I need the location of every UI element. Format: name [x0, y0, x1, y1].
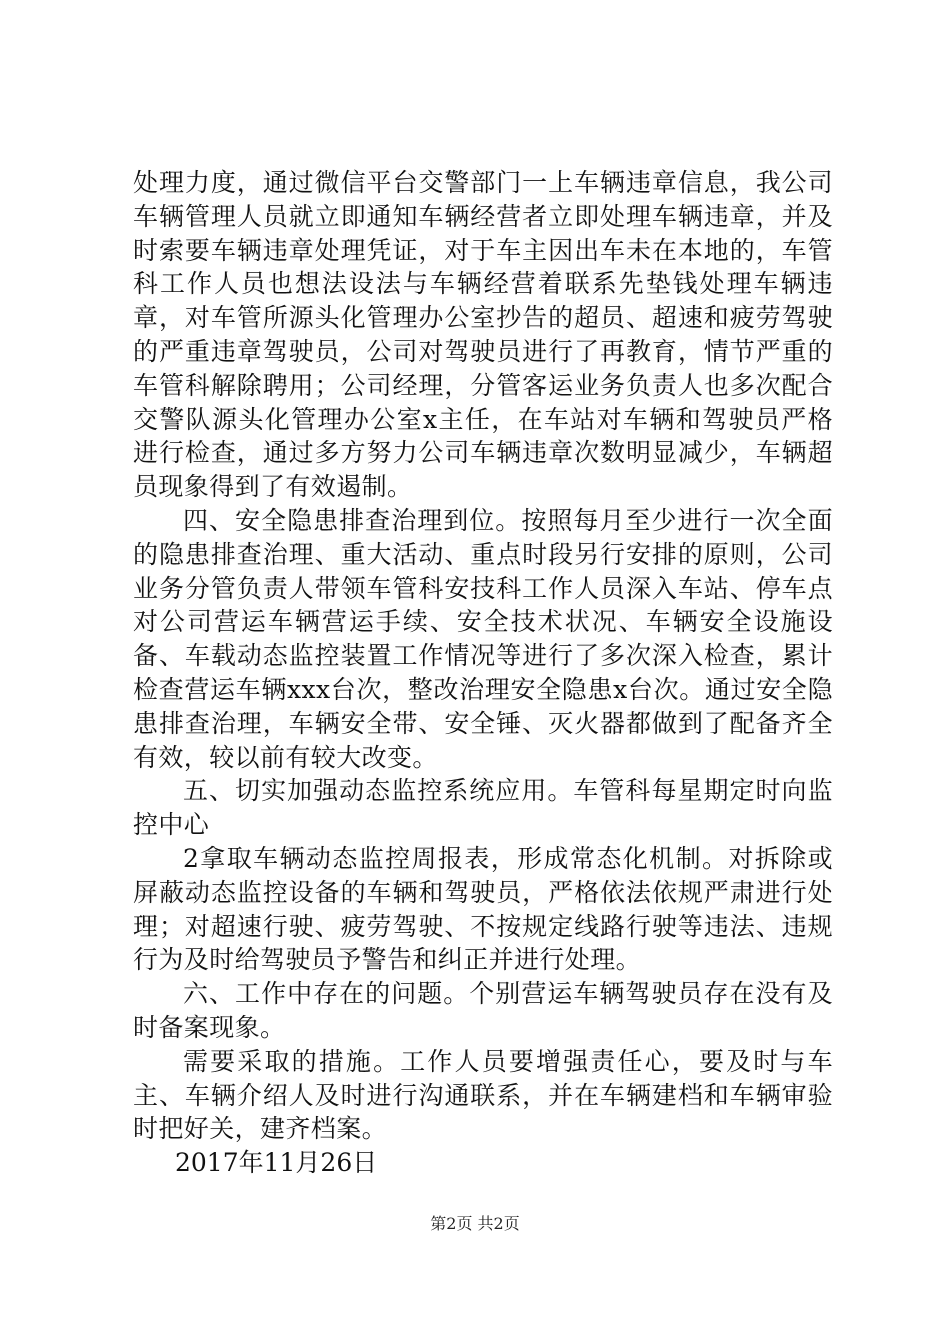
paragraph-section-four: 四、安全隐患排查治理到位。按照每月至少进行一次全面的隐患排查治理、重大活动、重点时段另行安排的原则，公司业务分管负责人带领车管科安技科工作人员深入车站、停车点对公司营运车辆营运手续、安全技术状况、车辆安全设施设备、车载动态监控装置工作情况等进行了多次深入检查，累计检查营运车辆xxx台次，整改治理安全隐患x台次。通过安全隐患排查治理，车辆安全带、安全锤、灭火器都做到了配备齐全有效，较以前有较大改变。 — [133, 505, 833, 772]
paragraph-measures: 需要采取的措施。工作人员要增强责任心，要及时与车主、车辆介绍人及时进行沟通联系，并在车辆建档和车辆审验时把好关，建齐档案。 — [133, 1046, 833, 1144]
paragraph-section-five-continued: 2拿取车辆动态监控周报表，形成常态化机制。对拆除或屏蔽动态监控设备的车辆和驾驶员，严格依法依规严肃进行处理；对超速行驶、疲劳驾驶、不按规定线路行驶等违法、违规行为及时给驾驶员予警告和纠正并进行处理。 — [133, 843, 833, 975]
paragraph-continuation: 处理力度，通过微信平台交警部门一上车辆违章信息，我公司车辆管理人员就立即通知车辆经营者立即处理车辆违章，并及时索要车辆违章处理凭证，对于车主因出车未在本地的，车管科工作人员也想法设法与车辆经营着联系先垫钱处理车辆违章，对车管所源头化管理办公室抄告的超员、超速和疲劳驾驶的严重违章驾驶员，公司对驾驶员进行了再教育，情节严重的车管科解除聘用；公司经理，分管客运业务负责人也多次配合交警队源头化管理办公室x主任，在车站对车辆和驾驶员严格进行检查，通过多方努力公司车辆违章次数明显减少，车辆超员现象得到了有效遏制。 — [133, 168, 833, 502]
document-date: 2017年11月26日 — [175, 1148, 378, 1178]
page-footer: 第2页 共2页 — [430, 1214, 520, 1233]
document-body — [133, 166, 833, 1180]
paragraph-section-five: 五、切实加强动态监控系统应用。车管科每星期定时向监控中心 — [133, 776, 833, 840]
paragraph-section-six: 六、工作中存在的问题。个别营运车辆驾驶员存在没有及时备案现象。 — [133, 979, 833, 1042]
